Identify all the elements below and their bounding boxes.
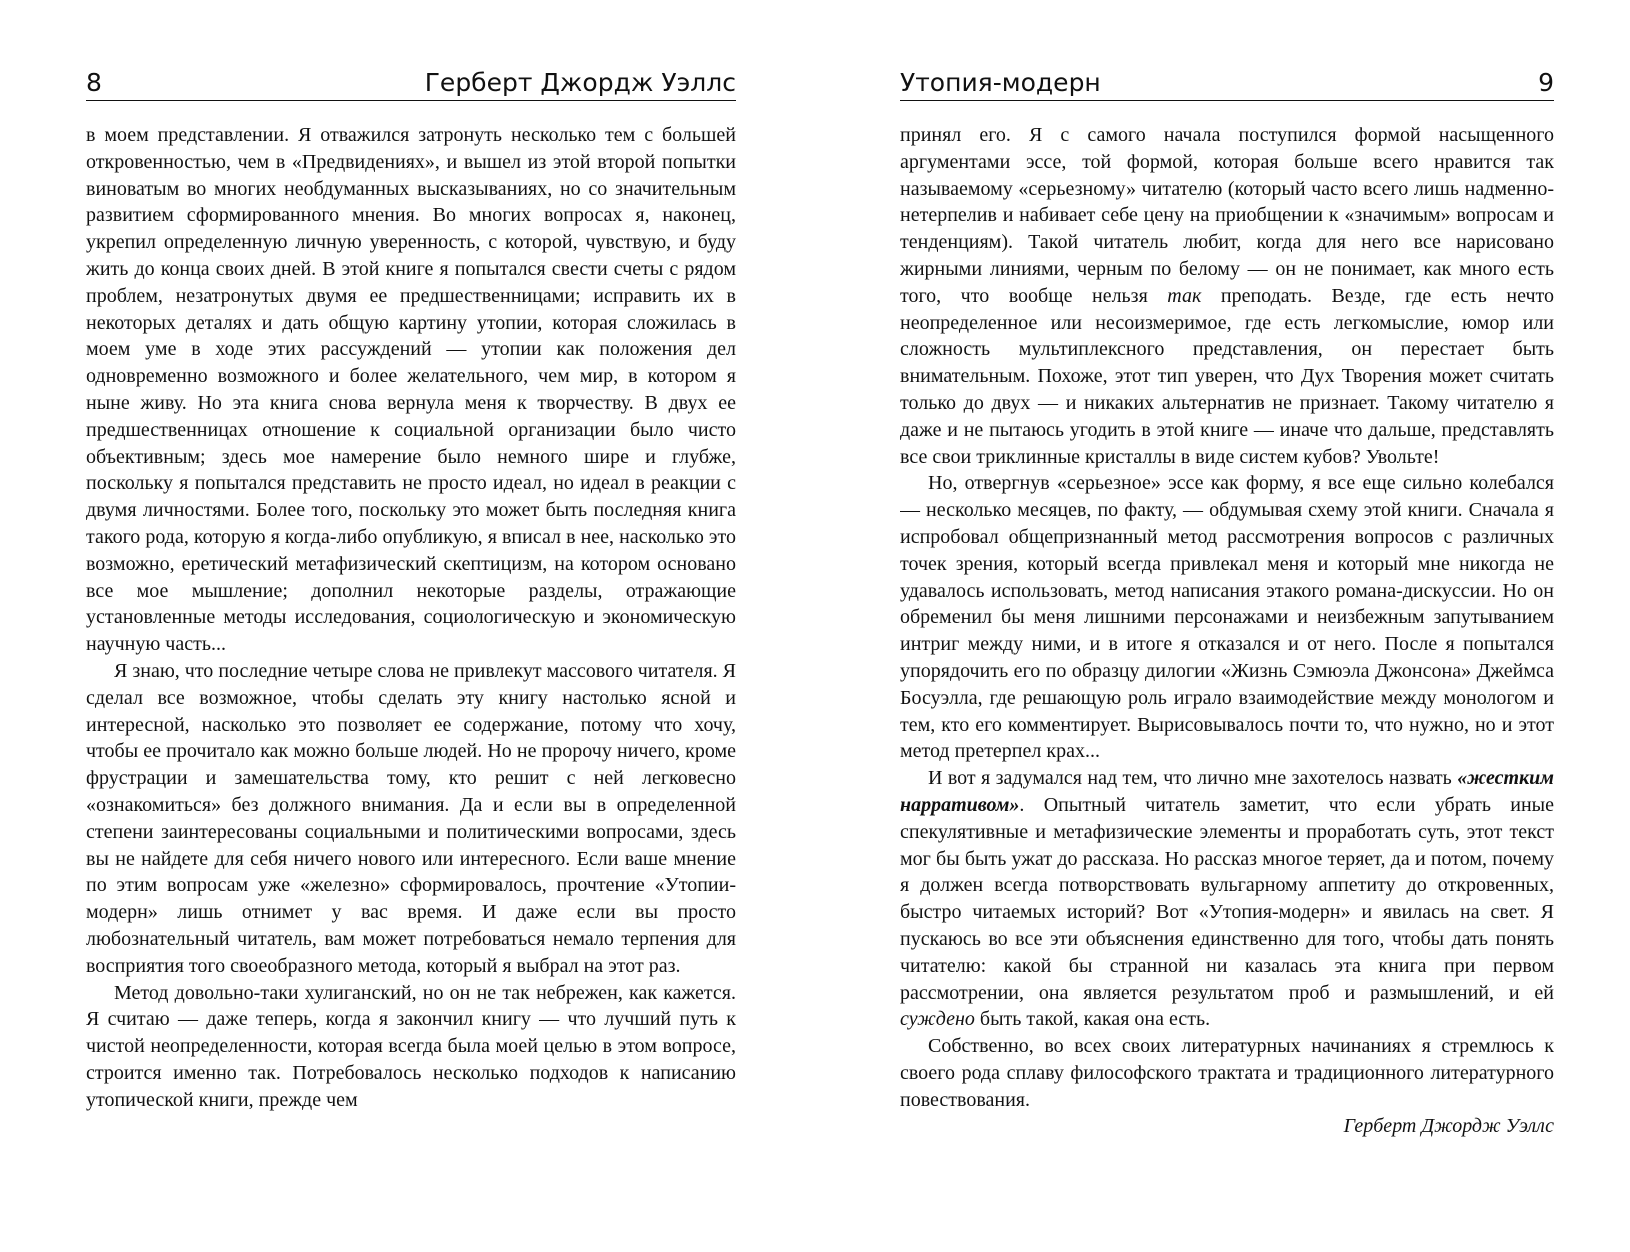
- emphasis: так: [1167, 284, 1202, 307]
- left-running-head: [86, 62, 736, 101]
- left-body-text: [86, 122, 736, 1113]
- page-number: 8: [86, 68, 102, 97]
- text-run: преподать. Везде, где есть нечто неопределенное или несоизмеримое, где есть легкомыслие, юмор или сложность мультиплексного представления, он перестает быть внимательным. Похоже, этот тип уверен, что Дух Творения может считать только до двух — и никаких альтернатив не признает. Такому читателю я даже и не пытаюсь угодить в этой книге — иначе что дальше, представлять все свои триклинные кристаллы в виде систем кубов? Увольте!: [900, 284, 1554, 468]
- text-run: И вот я задумался над тем, что лично мне захотелось назвать: [928, 767, 1452, 790]
- paragraph: Я знаю, что последние четыре слова не привлекут массового читателя. Я сделал все возможное, чтобы сделать эту книгу настолько ясной и интересной, насколько это позволяет ее содержание, потому что хочу, чтобы ее прочитало как можно больше людей. Но не пророчу ничего, кроме фрустрации и замешательства тому, кто решит с ней легковесно «ознакомиться» без должного внимания. Да и если вы в определенной степени заинтересованы социальными и политическими вопросами, здесь вы не найдете для себя ничего нового или интересного. Если ваше мнение по этим вопросам уже «железно» сформировалось, прочтение «Утопии-модерн» лишь отнимет у вас время. И даже если вы просто любознательный читатель, вам может потребоваться немало терпения для восприятия того своеобразного метода, который я выбрал на этот раз.: [86, 659, 736, 977]
- author-signature: Герберт Джордж Уэллс: [1343, 1115, 1554, 1138]
- emphasis: суждено: [900, 1008, 975, 1031]
- text-run: быть такой, какая она есть.: [979, 1008, 1211, 1031]
- paragraph: Собственно, во всех своих литературных начинаниях я стремлюсь к своего рода сплаву философского трактата и традиционного литературного повествования.: [900, 1035, 1554, 1111]
- paragraph: в моем представлении. Я отважился затронуть несколько тем с большей откровенностью, чем в «Предвидениях», и вышел из этой второй попытки виноватым во многих необдуманных высказываниях, но со значительным развитием сформированного мнения. Во многих вопросах я, наконец, укрепил определенную личную уверенность, с которой, чувствую, и буду жить до конца своих дней. В этой книге я попытался свести счеты с рядом проблем, незатронутых двумя ее предшественницами; исправить их в некоторых деталях и дать общую картину утопии, которая сложилась в моем уме в ходе этих рассуждений — утопии как положения дел одновременно возможного и более желательного, чем мир, в котором я ныне живу. Но эта книга снова вернула меня к творчеству. В двух ее предшественницах отношение к социальной организации было чисто объективным; здесь мое намерение было немного шире и глубже, поскольку я попытался представить не просто идеал, но идеал в реакции с двумя личностями. Более того, поскольку это может быть последняя книга такого рода, которую я когда-либо опубликую, я вписал в нее, насколько это возможно, еретический метафизический скептицизм, на котором основано все мое мышление; дополнил некоторые разделы, отражающие установленные методы исследования, социологическую и экономическую научную часть...: [86, 124, 736, 656]
- right-body-text: [900, 122, 1554, 1140]
- paragraph: [900, 122, 1554, 470]
- emphasis: «жестким нарративом»: [900, 767, 1554, 816]
- left-page: [86, 0, 736, 1252]
- right-page: [900, 0, 1554, 1252]
- running-head-title: Герберт Джордж Уэллс: [424, 68, 736, 97]
- text-run: . Опытный читатель заметит, что если убрать иные спекулятивные и метафизические элементы и проработать суть, этот текст мог бы быть ужат до рассказа. Но рассказ многое теряет, да и потом, почему я должен всегда потворствовать вульгарному аппетиту до откровенных, быстро читаемых историй? Вот «Утопия-модерн» и явилась на свет. Я пускаюсь во все эти объяснения единственно для того, чтобы дать понять читателю: какой бы странной ни казалась эта книга при первом рассмотрении, она является результатом проб и размышлений, и ей: [900, 793, 1554, 1004]
- paragraph: Но, отвергнув «серьезное» эссе как форму, я все еще сильно колебался — несколько месяцев, по факту, — обдумывая схему этой книги. Сначала я испробовал общепризнанный метод рассмотрения вопросов с различных точек зрения, который всегда привлекал меня и который мне никогда не удавалось использовать, метод написания этакого романа-дискуссии. Но он обременил бы меня лишними персонажами и неизбежным запутыванием интриг между ними, и в итоге я отказался и от него. После я попытался упорядочить его по образцу дилогии «Жизнь Сэмюэла Джонсона» Джеймса Босуэлла, где решающую роль играло взаимодействие между монологом и тем, кто его комментирует. Вырисовывалось почти то, что нужно, но и этот метод претерпел крах...: [900, 472, 1554, 763]
- right-running-head: [900, 62, 1554, 101]
- running-head-title: Утопия-модерн: [900, 68, 1101, 97]
- paragraph: [900, 765, 1554, 1033]
- page-number: 9: [1538, 68, 1554, 97]
- text-run: принял его. Я с самого начала поступился формой насыщенного аргументами эссе, той формой, которая больше всего нравится так называемому «серьезному» читателю (который часто всего лишь надменно-нетерпелив и набивает себе цену на приобщении к «значимым» вопросам и тенденциям). Такой читатель любит, когда для него все нарисовано жирными линиями, черным по белому — он не понимает, как много есть того, что вообще нельзя: [900, 124, 1554, 307]
- paragraph: Метод довольно-таки хулиганский, но он не так небрежен, как кажется. Я считаю — даже теперь, когда я закончил книгу — что лучший путь к чистой неопределенности, которая всегда была моей целью в этом вопросе, строится именно так. Потребовалось несколько подходов к написанию утопической книги, прежде чем: [86, 981, 736, 1111]
